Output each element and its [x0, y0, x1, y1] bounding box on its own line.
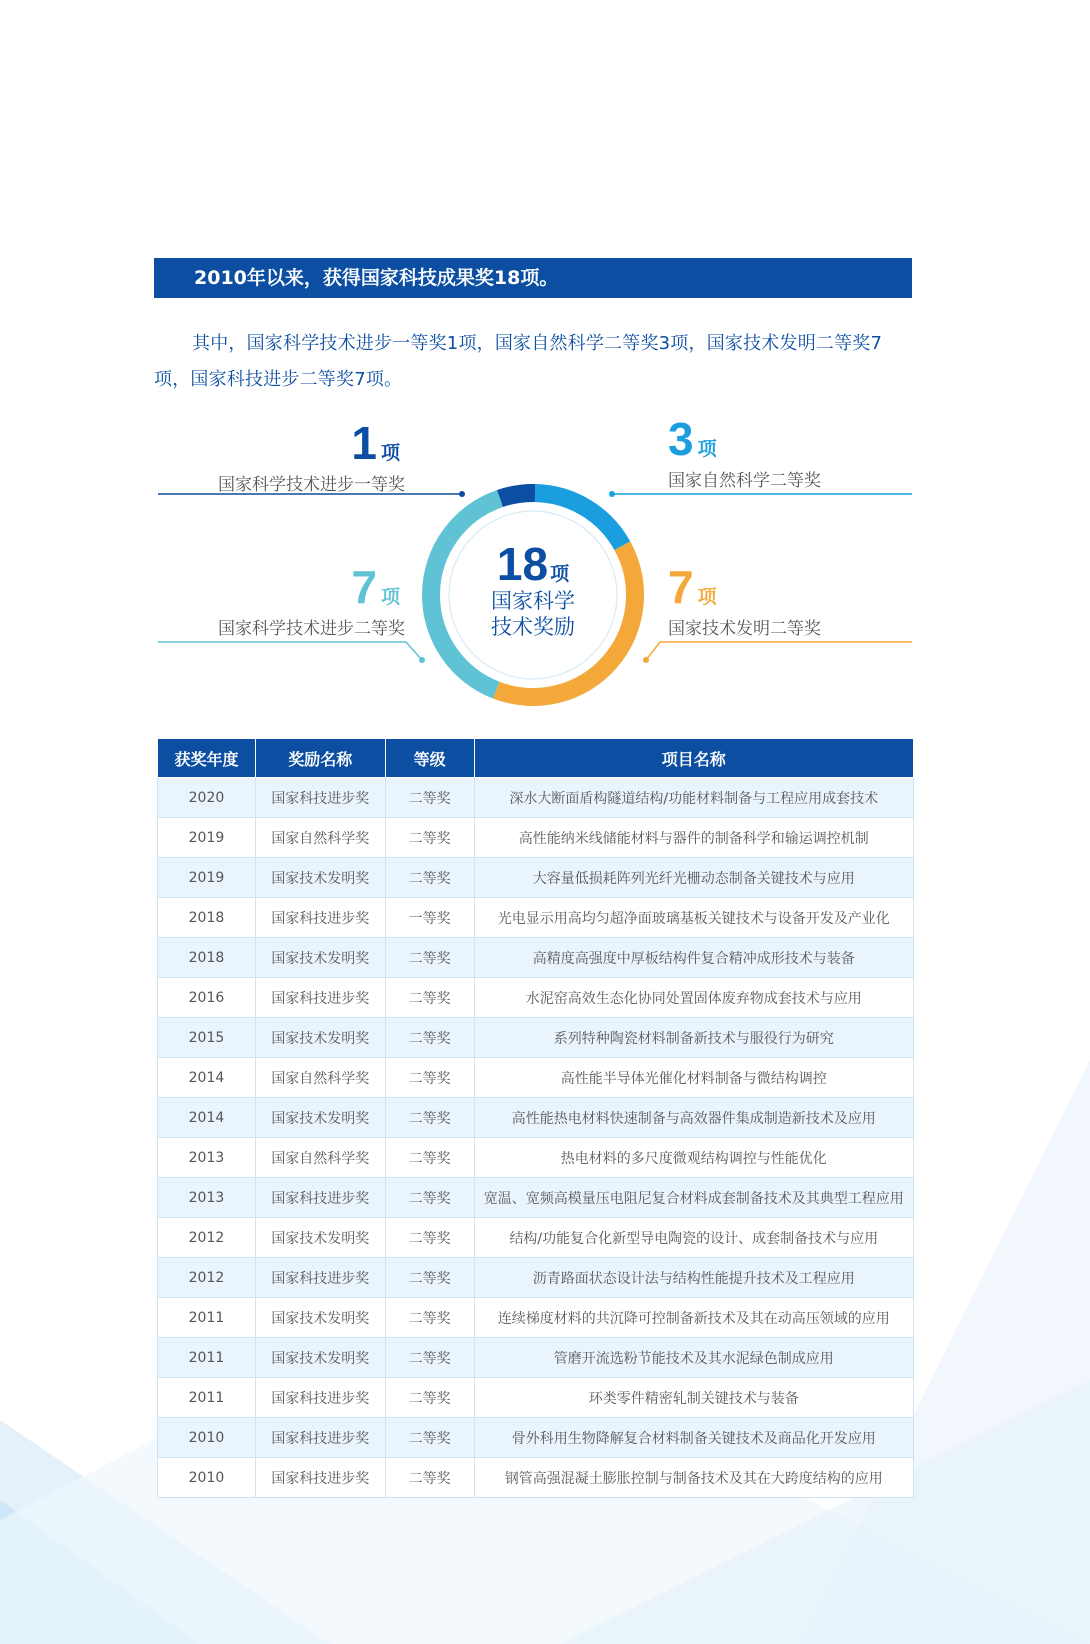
- cell-grade: 二等奖: [385, 818, 474, 858]
- cell-year: 2013: [158, 1178, 256, 1218]
- cell-project-name: 连续梯度材料的共沉降可控制备新技术及其在动高压领域的应用: [474, 1298, 913, 1338]
- stat-bottom-right: [668, 561, 821, 639]
- table-row: [158, 858, 914, 898]
- cell-project-name: 高性能纳米线储能材料与器件的制备科学和输运调控机制: [474, 818, 913, 858]
- table-row: [158, 1338, 914, 1378]
- table-row: [158, 778, 914, 818]
- cell-award-name: 国家科技进步奖: [255, 1378, 385, 1418]
- cell-project-name: 水泥窑高效生态化协同处置固体废弃物成套技术与应用: [474, 978, 913, 1018]
- cell-project-name: 高性能热电材料快速制备与高效器件集成制造新技术及应用: [474, 1098, 913, 1138]
- cell-year: 2018: [158, 938, 256, 978]
- total-count: 18: [496, 538, 549, 590]
- table-header-row: [158, 739, 914, 778]
- cell-year: 2012: [158, 1258, 256, 1298]
- table-row: [158, 818, 914, 858]
- cell-award-name: 国家技术发明奖: [255, 1338, 385, 1378]
- connector-line-bl: [158, 642, 422, 660]
- cell-grade: 二等奖: [385, 858, 474, 898]
- cell-year: 2012: [158, 1218, 256, 1258]
- connector-line-br: [646, 642, 912, 660]
- table-row: [158, 1418, 914, 1458]
- table-row: [158, 1018, 914, 1058]
- cell-grade: 二等奖: [385, 1018, 474, 1058]
- cell-grade: 二等奖: [385, 978, 474, 1018]
- donut-center-label: [482, 540, 584, 640]
- cell-award-name: 国家技术发明奖: [255, 1018, 385, 1058]
- total-label-line1: 国家科学: [491, 589, 575, 613]
- cell-award-name: 国家科技进步奖: [255, 778, 385, 818]
- cell-project-name: 热电材料的多尺度微观结构调控与性能优化: [474, 1138, 913, 1178]
- stat-unit: 项: [697, 586, 717, 608]
- section-title-bar: 2010年以来，获得国家科技成果奖18项。: [154, 258, 912, 298]
- cell-grade: 二等奖: [385, 778, 474, 818]
- table-row: [158, 938, 914, 978]
- cell-project-name: 钢管高强混凝土膨胀控制与制备技术及其在大跨度结构的应用: [474, 1458, 913, 1498]
- stat-count: 7: [351, 561, 377, 613]
- table-body: [158, 778, 914, 1498]
- table-row: [158, 1458, 914, 1498]
- stat-top-left: [218, 417, 405, 495]
- cell-grade: 二等奖: [385, 1458, 474, 1498]
- cell-award-name: 国家自然科学奖: [255, 1138, 385, 1178]
- connector-dot-tl: [459, 491, 465, 497]
- cell-award-name: 国家技术发明奖: [255, 1298, 385, 1338]
- awards-summary-infographic: [0, 410, 1090, 710]
- stat-label: 国家技术发明二等奖: [668, 619, 821, 639]
- cell-project-name: 管磨开流选粉节能技术及其水泥绿色制成应用: [474, 1338, 913, 1378]
- cell-year: 2010: [158, 1458, 256, 1498]
- donut-segment-natural-science: [535, 493, 622, 546]
- cell-year: 2014: [158, 1058, 256, 1098]
- stat-label: 国家科学技术进步二等奖: [218, 619, 405, 639]
- cell-year: 2019: [158, 818, 256, 858]
- cell-year: 2020: [158, 778, 256, 818]
- stat-label: 国家科学技术进步一等奖: [218, 475, 405, 495]
- cell-year: 2014: [158, 1098, 256, 1138]
- cell-year: 2013: [158, 1138, 256, 1178]
- table-row: [158, 1258, 914, 1298]
- stat-count: 1: [351, 417, 377, 469]
- header-award-name: 奖励名称: [255, 739, 385, 778]
- stat-unit: 项: [380, 442, 400, 464]
- cell-award-name: 国家技术发明奖: [255, 858, 385, 898]
- cell-project-name: 深水大断面盾构隧道结构/功能材料制备与工程应用成套技术: [474, 778, 913, 818]
- cell-grade: 二等奖: [385, 1298, 474, 1338]
- cell-award-name: 国家科技进步奖: [255, 1178, 385, 1218]
- stat-unit: 项: [697, 438, 717, 460]
- cell-project-name: 高精度高强度中厚板结构件复合精冲成形技术与装备: [474, 938, 913, 978]
- header-project-name: 项目名称: [474, 739, 913, 778]
- header-year: 获奖年度: [158, 739, 256, 778]
- cell-project-name: 沥青路面状态设计法与结构性能提升技术及工程应用: [474, 1258, 913, 1298]
- cell-award-name: 国家科技进步奖: [255, 978, 385, 1018]
- cell-year: 2018: [158, 898, 256, 938]
- donut-segment-tech-progress-first: [500, 493, 535, 498]
- cell-award-name: 国家科技进步奖: [255, 1418, 385, 1458]
- stat-count: 7: [668, 561, 694, 613]
- cell-award-name: 国家科技进步奖: [255, 1458, 385, 1498]
- cell-year: 2015: [158, 1018, 256, 1058]
- cell-project-name: 大容量低损耗阵列光纤光栅动态制备关键技术与应用: [474, 858, 913, 898]
- table-row: [158, 1098, 914, 1138]
- connector-dot-tr: [609, 491, 615, 497]
- cell-year: 2010: [158, 1418, 256, 1458]
- intro-paragraph: 其中，国家科学技术进步一等奖1项，国家自然科学二等奖3项，国家技术发明二等奖7项，国家科技进步二等奖7项。: [154, 333, 883, 390]
- total-label-line2: 技术奖励: [491, 615, 575, 639]
- cell-grade: 二等奖: [385, 1258, 474, 1298]
- stat-count: 3: [668, 413, 694, 465]
- cell-year: 2011: [158, 1298, 256, 1338]
- cell-project-name: 高性能半导体光催化材料制备与微结构调控: [474, 1058, 913, 1098]
- stat-label: 国家自然科学二等奖: [668, 471, 821, 491]
- cell-grade: 二等奖: [385, 1378, 474, 1418]
- cell-grade: 二等奖: [385, 938, 474, 978]
- table-row: [158, 1058, 914, 1098]
- cell-grade: 二等奖: [385, 1338, 474, 1378]
- cell-award-name: 国家科技进步奖: [255, 1258, 385, 1298]
- cell-year: 2016: [158, 978, 256, 1018]
- cell-award-name: 国家自然科学奖: [255, 1058, 385, 1098]
- stat-unit: 项: [380, 586, 400, 608]
- cell-grade: 二等奖: [385, 1058, 474, 1098]
- connector-dot-br: [643, 657, 649, 663]
- stat-top-right: [668, 413, 821, 491]
- cell-year: 2011: [158, 1338, 256, 1378]
- cell-grade: 二等奖: [385, 1218, 474, 1258]
- total-unit: 项: [550, 563, 570, 585]
- table-row: [158, 1378, 914, 1418]
- cell-year: 2019: [158, 858, 256, 898]
- cell-project-name: 宽温、宽频高模量压电阻尼复合材料成套制备技术及其典型工程应用: [474, 1178, 913, 1218]
- awards-table: [157, 738, 914, 1498]
- header-grade: 等级: [385, 739, 474, 778]
- stat-bottom-left: [218, 561, 405, 639]
- cell-grade: 二等奖: [385, 1178, 474, 1218]
- cell-year: 2011: [158, 1378, 256, 1418]
- cell-project-name: 光电显示用高均匀超净面玻璃基板关键技术与设备开发及产业化: [474, 898, 913, 938]
- cell-award-name: 国家科技进步奖: [255, 898, 385, 938]
- cell-award-name: 国家技术发明奖: [255, 1218, 385, 1258]
- cell-award-name: 国家技术发明奖: [255, 1098, 385, 1138]
- table-row: [158, 1138, 914, 1178]
- table-row: [158, 1218, 914, 1258]
- cell-grade: 二等奖: [385, 1098, 474, 1138]
- table-row: [158, 978, 914, 1018]
- cell-award-name: 国家技术发明奖: [255, 938, 385, 978]
- cell-award-name: 国家自然科学奖: [255, 818, 385, 858]
- cell-grade: 二等奖: [385, 1138, 474, 1178]
- cell-grade: 二等奖: [385, 1418, 474, 1458]
- table-row: [158, 898, 914, 938]
- cell-project-name: 骨外科用生物降解复合材料制备关键技术及商品化开发应用: [474, 1418, 913, 1458]
- cell-grade: 一等奖: [385, 898, 474, 938]
- cell-project-name: 结构/功能复合化新型导电陶瓷的设计、成套制备技术与应用: [474, 1218, 913, 1258]
- table-row: [158, 1178, 914, 1218]
- cell-project-name: 系列特种陶瓷材料制备新技术与服役行为研究: [474, 1018, 913, 1058]
- connector-dot-bl: [419, 657, 425, 663]
- table-row: [158, 1298, 914, 1338]
- cell-project-name: 环类零件精密轧制关键技术与装备: [474, 1378, 913, 1418]
